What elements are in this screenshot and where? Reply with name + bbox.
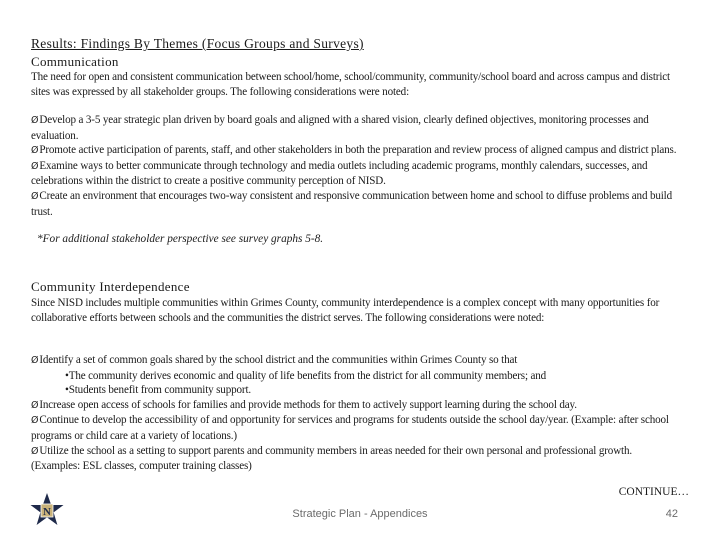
list-item: ØIncrease open access of schools for families and provide methods for them to actively support learning during the school day. <box>31 398 577 411</box>
arrow-bullet-icon: Ø <box>31 190 39 202</box>
list-item: ØIdentify a set of common goals shared by the school district and the communities within Grimes County so that <box>31 354 518 366</box>
list-item: ØPromote active participation of parents, staff, and other stakeholders in both the preparation and review process of aligned campus and district plans. <box>31 144 677 157</box>
arrow-bullet-icon: Ø <box>31 445 39 457</box>
arrow-bullet-icon: Ø <box>31 355 39 366</box>
list-item: ØExamine ways to better communicate through technology and media outlets including academic programs, monthly calendars, successes, and celebrations within the district to create a positive community perception of NISD. <box>31 159 648 188</box>
page-number: 42 <box>665 508 678 520</box>
arrow-bullet-icon: Ø <box>31 160 39 172</box>
list-item: ØUtilize the school as a setting to support parents and community members in areas needed for their own personal and professional growth. (Examples: ESL classes, computer training classes) <box>31 444 633 473</box>
survey-note: *For additional stakeholder perspective see survey graphs 5-8. <box>37 233 324 245</box>
list-item: ØCreate an environment that encourages two-way consistent and responsive communication between home and school to diffuse problems and build trust. <box>31 189 673 218</box>
interdependence-intro: Since NISD includes multiple communities within Grimes County, community interdependence is a complex concept with many opportunities for collaborative efforts between schools and the communities the district serves. The following considerations were noted: <box>31 297 660 324</box>
arrow-bullet-icon: Ø <box>31 145 39 157</box>
communication-intro: The need for open and consistent communication between school/home, school/community, community/school board and across campus and district sites was expressed by all stakeholder groups. The following considerations were noted: <box>31 71 670 98</box>
dot-bullet-icon: • <box>65 369 69 382</box>
interdependence-bullet-list <box>31 353 681 474</box>
dot-bullet-icon: • <box>65 384 69 397</box>
list-item: ØDevelop a 3-5 year strategic plan driven by board goals and aligned with a shared vision, clearly defined objectives, monitoring processes and evaluation. <box>31 114 649 142</box>
list-item: ØContinue to develop the accessibility of and opportunity for services and programs for students outside the school day/year. (Example: after school programs or child care at a variety of locations.) <box>31 414 669 442</box>
communication-bullet-list <box>31 113 681 219</box>
page-heading: Results: Findings By Themes (Focus Groups and Surveys) <box>31 36 364 51</box>
sub-list-item: •Students benefit from community support. <box>65 384 251 397</box>
logo-letter: N <box>43 506 51 518</box>
arrow-bullet-icon: Ø <box>31 415 39 427</box>
sub-list-item: •The community derives economic and quality of life benefits from the district for all community members; and <box>65 369 547 382</box>
interdependence-title: Community Interdependence <box>31 279 190 294</box>
footer-title: Strategic Plan - Appendices <box>292 508 428 520</box>
communication-title: Communication <box>31 54 119 69</box>
arrow-bullet-icon: Ø <box>31 399 39 411</box>
arrow-bullet-icon: Ø <box>31 115 39 126</box>
continue-label: CONTINUE… <box>618 486 689 498</box>
